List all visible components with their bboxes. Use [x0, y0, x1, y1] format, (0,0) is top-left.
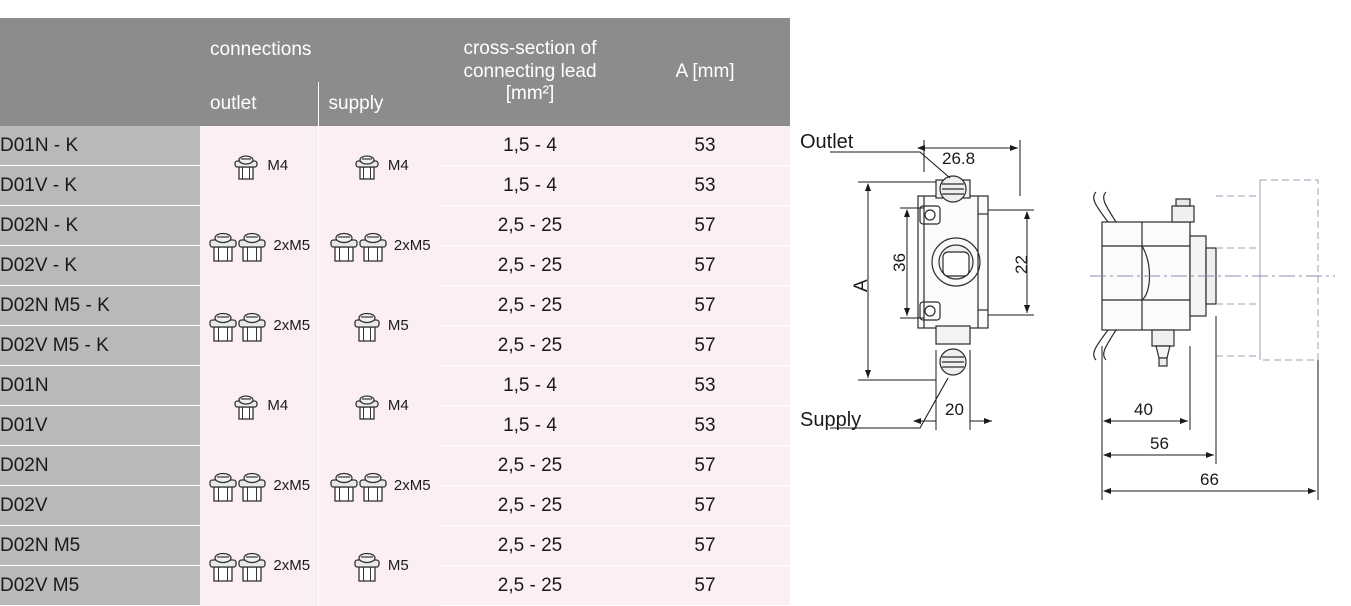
cross-section-value: 2,5 - 25 — [440, 446, 620, 486]
table-row — [0, 126, 790, 166]
terminal-double-icon — [328, 227, 390, 265]
a-value: 57 — [620, 486, 790, 526]
connection-supply-cell — [318, 446, 440, 526]
terminal-single-icon — [350, 548, 384, 584]
terminal-size-label: 2xM5 — [273, 477, 311, 494]
connection-outlet-cell — [200, 206, 318, 286]
row-label: D02V M5 - K — [0, 326, 200, 366]
a-value: 57 — [620, 566, 790, 606]
a-value: 53 — [620, 126, 790, 166]
row-label: D01V — [0, 406, 200, 446]
table-row — [0, 286, 790, 326]
terminal-size-label: 2xM5 — [273, 237, 311, 254]
cross-section-value: 2,5 - 25 — [440, 246, 620, 286]
dim-A: A — [851, 279, 872, 292]
row-label: D02N - K — [0, 206, 200, 246]
cross-section-value: 2,5 - 25 — [440, 286, 620, 326]
terminal-size-label: 2xM5 — [273, 557, 311, 574]
connection-outlet-cell — [200, 446, 318, 526]
terminal-single-icon — [229, 149, 263, 183]
terminal-size-label: 2xM5 — [273, 317, 311, 334]
cross-section-value: 2,5 - 25 — [440, 526, 620, 566]
connection-supply-cell — [318, 126, 440, 206]
row-label: D01N — [0, 366, 200, 406]
connection-outlet-cell — [200, 526, 318, 606]
header-outlet: outlet — [200, 82, 318, 126]
terminal-single-icon — [350, 389, 384, 423]
row-label: D02N M5 - K — [0, 286, 200, 326]
cross-section-value: 1,5 - 4 — [440, 366, 620, 406]
a-value: 57 — [620, 286, 790, 326]
spec-table-container — [0, 18, 790, 606]
dim-56: 56 — [1150, 434, 1169, 453]
connection-outlet-cell — [200, 286, 318, 366]
terminal-size-label: M4 — [387, 157, 409, 175]
cross-section-value: 2,5 - 25 — [440, 326, 620, 366]
header-cross-section — [440, 18, 620, 126]
cross-section-value: 2,5 - 25 — [440, 486, 620, 526]
terminal-size-label: 2xM5 — [393, 477, 431, 494]
a-value: 53 — [620, 406, 790, 446]
a-value: 53 — [620, 366, 790, 406]
table-row — [0, 366, 790, 406]
header-cross-section-line2: connecting lead — [463, 60, 597, 82]
a-value: 57 — [620, 526, 790, 566]
dim-20: 20 — [945, 400, 964, 419]
a-value: 53 — [620, 166, 790, 206]
terminal-double-icon — [207, 307, 269, 345]
terminal-single-icon — [229, 389, 263, 423]
cross-section-value: 2,5 - 25 — [440, 206, 620, 246]
row-label: D02V - K — [0, 246, 200, 286]
cross-section-value: 1,5 - 4 — [440, 166, 620, 206]
dim-22: 22 — [1012, 255, 1031, 274]
connection-supply-cell — [318, 526, 440, 606]
table-row — [0, 526, 790, 566]
table-row — [0, 446, 790, 486]
terminal-size-label: M4 — [267, 157, 289, 175]
technical-drawing — [790, 0, 1351, 600]
terminal-double-icon — [207, 547, 269, 585]
row-label: D01V - K — [0, 166, 200, 206]
header-a-column: A [mm] — [620, 18, 790, 126]
table-row — [0, 206, 790, 246]
spec-table — [0, 18, 790, 606]
header-blank-cell — [0, 18, 200, 126]
row-label: D02V — [0, 486, 200, 526]
front-view — [918, 176, 988, 375]
dim-36: 36 — [890, 253, 909, 272]
drawing-svg — [790, 0, 1351, 600]
terminal-double-icon — [207, 467, 269, 505]
cross-section-value: 1,5 - 4 — [440, 406, 620, 446]
row-label: D01N - K — [0, 126, 200, 166]
header-cross-section-line1: cross-section of — [463, 37, 597, 59]
header-connections: connections — [200, 18, 440, 82]
a-value: 57 — [620, 246, 790, 286]
terminal-double-icon — [207, 227, 269, 265]
connection-outlet-cell — [200, 126, 318, 206]
terminal-single-icon — [350, 308, 384, 344]
connection-supply-cell — [318, 286, 440, 366]
header-cross-section-unit: [mm²] — [505, 83, 555, 105]
cross-section-value: 2,5 - 25 — [440, 566, 620, 606]
terminal-size-label: M4 — [267, 397, 289, 414]
terminal-size-label: M5 — [387, 557, 409, 574]
connection-outlet-cell — [200, 366, 318, 446]
a-value: 57 — [620, 326, 790, 366]
dim-26-8: 26.8 — [942, 149, 976, 168]
terminal-size-label: M5 — [387, 317, 409, 334]
dim-40: 40 — [1134, 400, 1153, 419]
table-header-row-1 — [0, 18, 790, 82]
side-view-hidden-outline — [1216, 180, 1318, 360]
a-value: 57 — [620, 446, 790, 486]
dim-66: 66 — [1200, 470, 1219, 489]
callout-supply-label: Supply — [800, 409, 862, 431]
row-label: D02N M5 — [0, 526, 200, 566]
connection-supply-cell — [318, 206, 440, 286]
a-value: 57 — [620, 206, 790, 246]
terminal-size-label: M4 — [387, 397, 409, 414]
callout-outlet-label: Outlet — [800, 131, 854, 153]
terminal-size-label: 2xM5 — [393, 237, 431, 254]
connection-supply-cell — [318, 366, 440, 446]
header-supply: supply — [318, 82, 440, 126]
row-label: D02N — [0, 446, 200, 486]
cross-section-value: 1,5 - 4 — [440, 126, 620, 166]
side-view — [1094, 192, 1216, 366]
terminal-single-icon — [350, 149, 384, 183]
terminal-double-icon — [328, 467, 390, 505]
row-label: D02V M5 — [0, 566, 200, 606]
